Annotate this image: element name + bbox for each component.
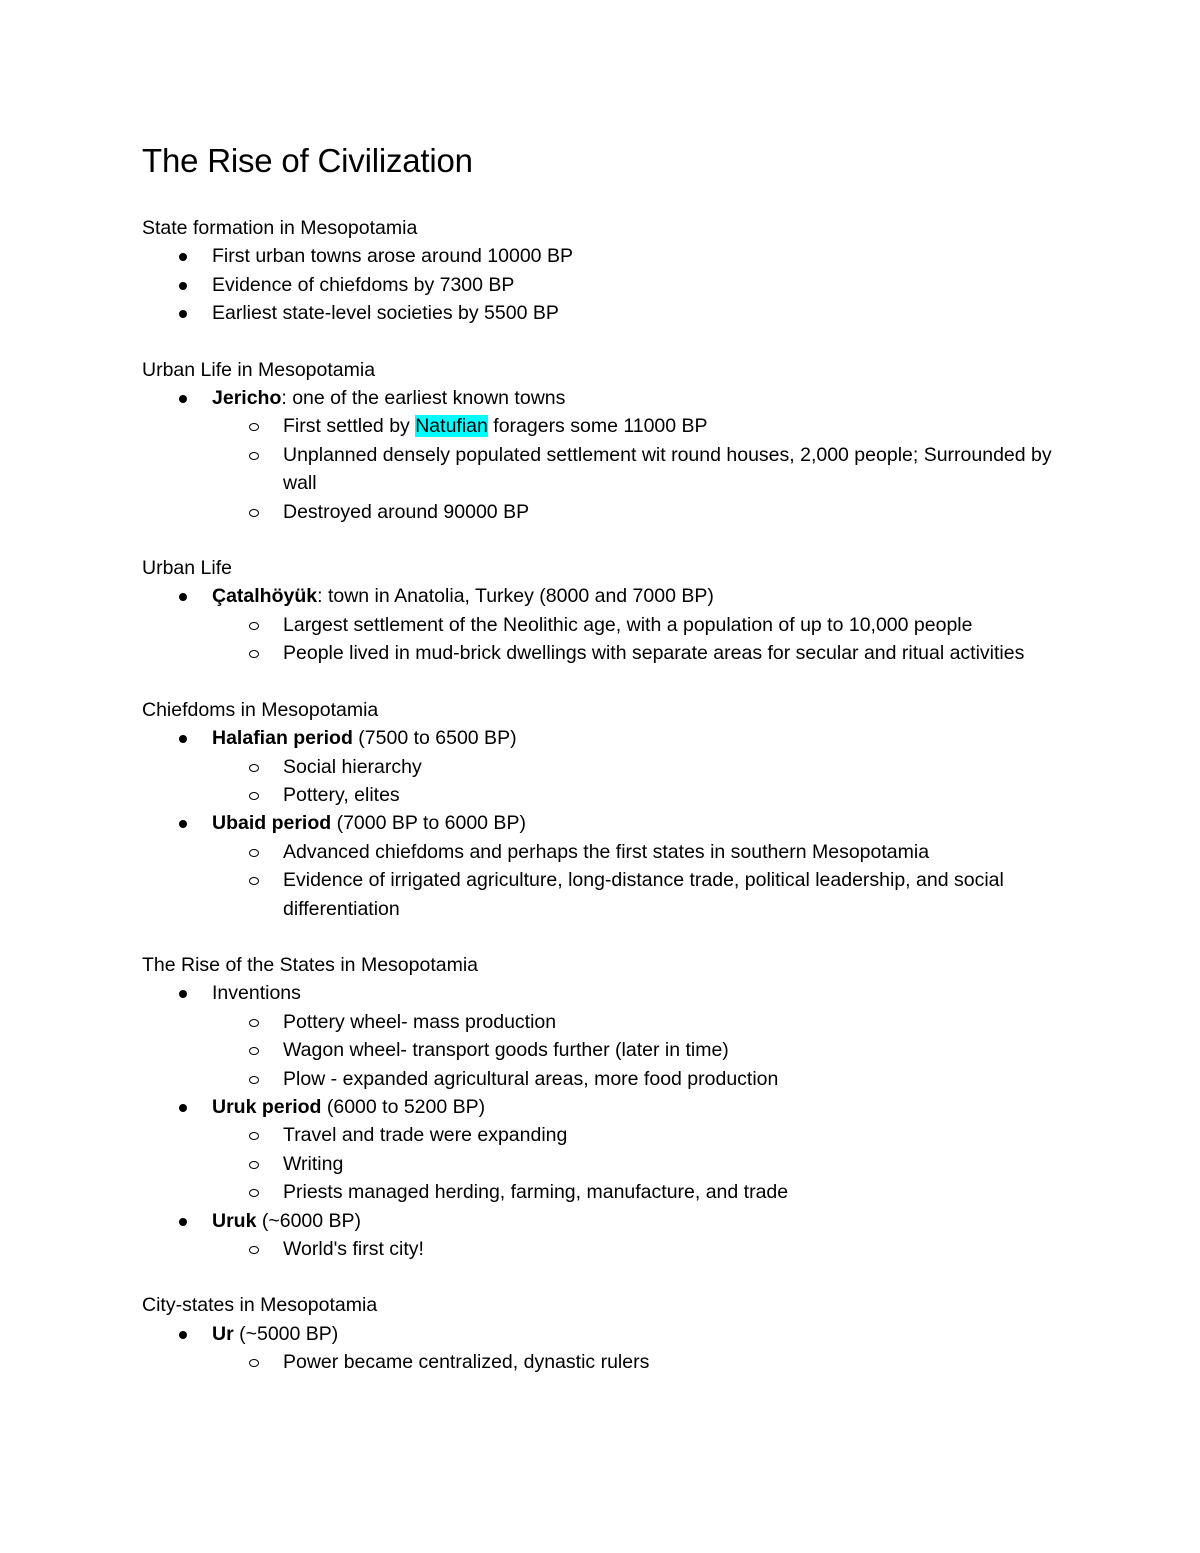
bullet-text: (7500 to 6500 BP) [352,727,517,750]
sub-bullet-item [142,866,1082,923]
bold-term: Ur [212,1322,234,1345]
sub-bullet-item [142,1348,1082,1376]
sub-bullet-text: People lived in mud-brick dwellings with separate areas for secular and ritual activities [283,642,1025,665]
sub-bullet-item [142,639,1082,667]
sub-bullet-list [142,1008,1082,1093]
bullet-item [142,1320,1082,1377]
section-heading: Urban Life [142,557,232,580]
section [142,214,1082,328]
sub-bullet-text: Plow - expanded agricultural areas, more food production [283,1067,779,1090]
sub-bullet-text: Destroyed around 90000 BP [283,500,530,523]
sub-bullet-text: Travel and trade were expanding [283,1124,568,1147]
bullet-list [142,242,1082,327]
section-heading: City-states in Mesopotamia [142,1294,378,1317]
highlighted-term: Natufian [415,415,488,438]
sub-bullet-text: Unplanned densely populated settlement wit round houses, 2,000 people; Surrounded by wall [283,443,1052,495]
section-heading: The Rise of the States in Mesopotamia [142,953,479,976]
bullet-list [142,582,1082,667]
bullet-text: Earliest state-level societies by 5500 BP [212,302,559,325]
bullet-text: (7000 BP to 6000 BP) [331,812,526,835]
bullet-row [212,979,1082,1007]
bullet-item [142,724,1082,809]
sub-bullet-item [142,1065,1082,1093]
sub-bullet-text: Social hierarchy [283,755,422,778]
bullet-item [142,271,1082,299]
bullet-text: First urban towns arose around 10000 BP [212,245,573,268]
sub-bullet-item [142,1178,1082,1206]
sub-bullet-list [142,412,1082,526]
bullet-row [212,582,1082,610]
bold-term: Jericho [212,387,282,410]
sub-bullet-text: Advanced chiefdoms and perhaps the first states in southern Mesopotamia [283,840,930,863]
sub-bullet-list [142,1348,1082,1376]
document-page [142,138,1082,1405]
bullet-row [212,299,1082,327]
sub-bullet-item [142,1150,1082,1178]
bold-term: Uruk [212,1209,257,1232]
bullet-list [142,1320,1082,1377]
section [142,554,1082,668]
bullet-text: (~6000 BP) [256,1209,362,1232]
sub-bullet-item [142,498,1082,526]
section [142,951,1082,1263]
sub-bullet-item [142,753,1082,781]
sub-bullet-text-continued: foragers some 11000 BP [487,415,708,438]
sub-bullet-text: Wagon wheel- transport goods further (later in time) [283,1039,729,1062]
sub-bullet-list [142,1121,1082,1206]
sub-bullet-list [142,838,1082,923]
bullet-row [212,1093,1082,1121]
sub-bullet-text: Writing [283,1152,344,1175]
sub-bullet-list [142,1235,1082,1263]
section-heading: State formation in Mesopotamia [142,217,418,239]
bullet-item [142,1093,1082,1207]
bullet-row [212,809,1082,837]
bold-term: Çatalhöyük [212,585,318,608]
bullet-text: Evidence of chiefdoms by 7300 BP [212,273,515,296]
bullet-row [212,384,1082,412]
section-heading: Urban Life in Mesopotamia [142,358,376,381]
bullet-item [142,384,1082,526]
section [142,356,1082,526]
bullet-row [212,1320,1082,1348]
sub-bullet-text: Evidence of irrigated agriculture, long-distance trade, political leadership, and social differentiation [283,869,1004,920]
sub-bullet-item [142,412,1082,440]
sub-bullet-text: Largest settlement of the Neolithic age, with a population of up to 10,000 people [283,613,973,636]
bullet-row [212,724,1082,752]
sub-bullet-item [142,781,1082,809]
sub-bullet-list [142,753,1082,810]
bold-term: Ubaid period [212,812,332,835]
sub-bullet-text: Pottery, elites [283,783,400,806]
sub-bullet-item [142,441,1082,498]
sub-bullet-item [142,838,1082,866]
sub-bullet-text: Power became centralized, dynastic rulers [283,1351,650,1374]
bullet-item [142,299,1082,327]
bullet-item [142,979,1082,1093]
sub-bullet-text: First settled by [283,415,416,438]
sub-bullet-item [142,1008,1082,1036]
bullet-text: (6000 to 5200 BP) [321,1095,486,1118]
sub-bullet-text: Pottery wheel- mass production [283,1010,557,1033]
bullet-text: Inventions [212,982,301,1005]
bold-term: Halafian period [212,727,353,750]
bold-term: Uruk period [212,1095,322,1118]
bullet-item [142,582,1082,667]
bullet-row [212,1207,1082,1235]
section [142,1291,1082,1376]
sub-bullet-list [142,611,1082,668]
document-body [142,214,1082,1377]
sub-bullet-text: Priests managed herding, farming, manufacture, and trade [283,1181,789,1204]
bullet-item [142,242,1082,270]
bullet-row [212,242,1082,270]
bullet-list [142,979,1082,1263]
bullet-row [212,271,1082,299]
bullet-text: : town in Anatolia, Turkey (8000 and 7000 BP) [317,585,714,608]
bullet-item [142,1207,1082,1264]
section-heading: Chiefdoms in Mesopotamia [142,698,379,721]
sub-bullet-item [142,1235,1082,1263]
bullet-text: (~5000 BP) [233,1322,339,1345]
sub-bullet-text: World's first city! [283,1238,424,1260]
bullet-list [142,724,1082,923]
section [142,696,1082,923]
sub-bullet-item [142,1121,1082,1149]
document-title: The Rise of Civilization [142,142,473,179]
bullet-item [142,809,1082,923]
bullet-list [142,384,1082,526]
sub-bullet-item [142,611,1082,639]
sub-bullet-item [142,1036,1082,1064]
bullet-text: : one of the earliest known towns [281,387,566,410]
